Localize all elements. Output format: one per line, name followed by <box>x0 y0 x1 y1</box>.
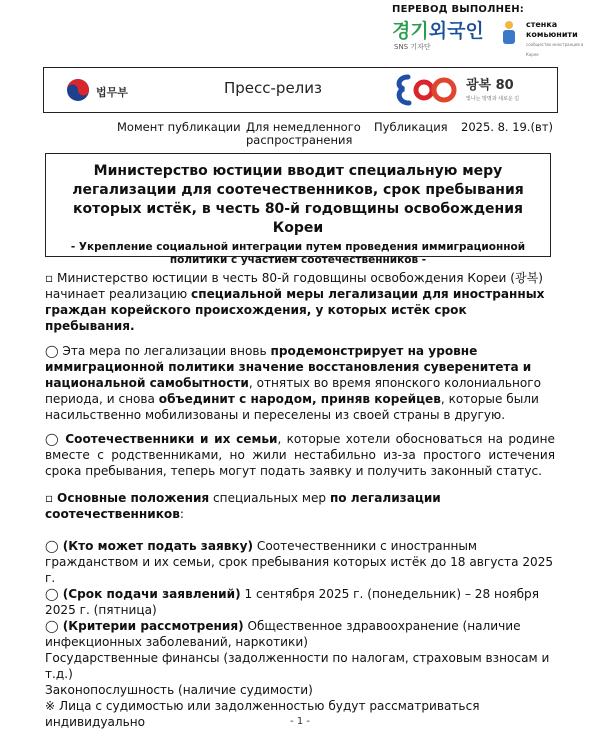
publication-moment-label: Момент публикации <box>117 120 241 134</box>
subheadline: - Укрепление социальной интеграции путем проведения иммиграционной политики с участием соотечественников - <box>70 241 526 266</box>
paragraph-main-provisions: ▫ Основные положения специальных мер по легализации соотечественников: <box>45 491 441 521</box>
ministry-name: 법무부 <box>96 86 128 99</box>
translation-badge <box>386 4 596 57</box>
immediate-release-note: Для немедленного распространения <box>246 120 361 147</box>
provisions-list <box>45 538 555 730</box>
page-number: - 1 - <box>290 716 310 727</box>
page-title: Пресс-релиз <box>224 79 322 97</box>
taegeuk-icon <box>66 78 90 102</box>
badge-title: ПЕРЕВОД ВЫПОЛНЕН: <box>392 4 524 15</box>
paragraph-intro: ▫ Министерство юстиции в честь 80-й годовщины освобождения Кореи (광복) начинает реализацию специальной меры легализации для иностранных граждан корейского происхождения, у которых истёк срок пребывания. <box>45 271 545 333</box>
criteria-finance: Государственные финансы (задолженности по налогам, страховым взносам и т.д.) <box>45 651 550 681</box>
paragraph-families: ◯ Соотечественники и их семьи, которые хотели обосноваться на родине вместе с родственниками, но жили нестабильно из-за простого истечения срока пребывания, теперь могут подать заявку и получить законный статус. <box>45 432 555 478</box>
list-item-eligibility: ◯ (Кто может подать заявку) Соотечественники с иностранным гражданством и их семьи, срок пребывания которых истёк до 18 августа 2025 г. <box>45 539 554 585</box>
criteria-law: Законопослушность (наличие судимости) <box>45 683 313 697</box>
note: ※ Лица с судимостью или задолженностью будут рассматриваться индивидуально <box>45 699 480 729</box>
ministry-logo <box>66 78 161 102</box>
press-release-header <box>43 67 558 113</box>
person-icon <box>500 20 518 46</box>
publication-label: Публикация <box>374 120 448 134</box>
liberation-80-emblem-icon <box>394 71 460 109</box>
liberation-80-text: 광복 80 <box>466 78 514 93</box>
badge-korean-logo: 경기외국인 <box>392 20 484 42</box>
list-item-criteria: ◯ (Критерии рассмотрения) Общественное здравоохранение (наличие инфекционных заболеваний, наркотики) <box>45 619 521 649</box>
headline-box <box>45 153 551 266</box>
paragraph-significance: ◯ Эта мера по легализации вновь продемонстрирует на уровне иммиграционной политики значение восстановления суверенитета и национальной самобытности, отнятых во время японского колониального периода, и снова объединит с народом, приняв корейцев, которые были насильственно мобилизованы и переселены из своей страны в другую. <box>45 344 542 422</box>
liberation-80-slogan: 빛나는 방명과 새로운 길 <box>466 96 520 102</box>
liberation-80-logo <box>394 71 544 109</box>
list-item-period: ◯ (Срок подачи заявлений) 1 сентября 2025 г. (понедельник) – 28 ноября 2025 г. (пятница) <box>45 587 540 617</box>
publication-date: 2025. 8. 19.(вт) <box>461 120 553 134</box>
badge-community-logo: стенка комьюнити сообщество иностранцев в Корее <box>526 20 584 57</box>
headline: Министерство юстиции вводит специальную меру легализации для соотечественников, срок пребывания которых истёк, в честь 80-й годовщины освобождения Кореи <box>72 163 524 236</box>
badge-subtitle: SNS 기자단 <box>394 43 431 51</box>
